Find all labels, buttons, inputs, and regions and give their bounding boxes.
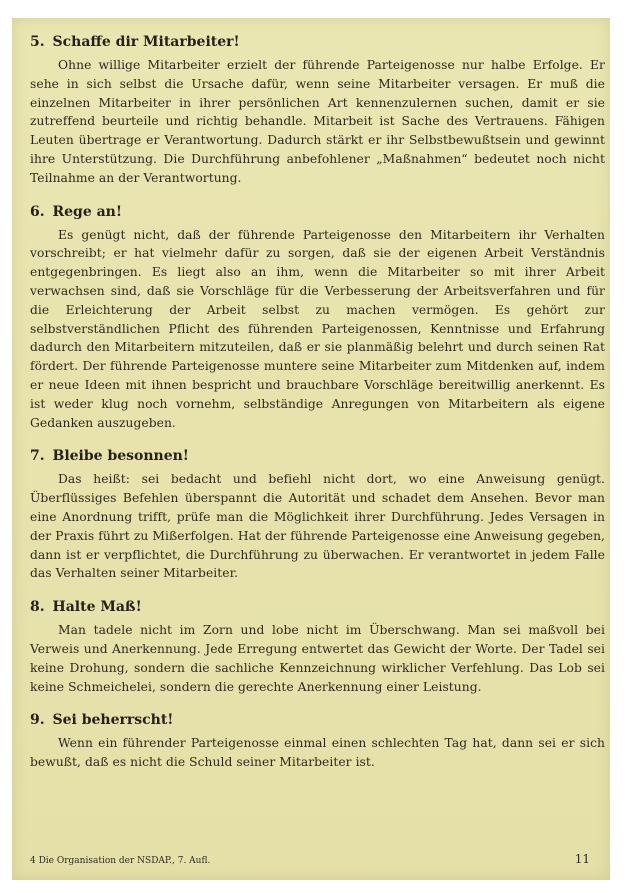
section-9 [30,710,605,772]
section-7 [30,446,605,583]
section-number: 7. [30,448,45,465]
page-footer [30,850,596,866]
section-text: Wenn ein führender Parteigenosse einmal einen schlechten Tag hat, dann sei er sich bewußt, daß es nicht die Schuld seiner Mitarbeiter ist. [30,736,605,770]
section-title: Rege an! [52,203,123,220]
book-page [12,18,610,880]
section-heading [30,32,605,52]
section-number: 8. [30,599,45,616]
section-title: Bleibe besonnen! [52,448,189,465]
section-text: Man tadele nicht im Zorn und lobe nicht im Überschwang. Man sei maßvoll bei Verweis und Anerkennung. Jede Erregung entwertet das Gewicht der Worte. Der Tadel sei keine Drohung, sondern die sachliche Kennzeichnung wirklicher Verfehlung. Das Lob sei keine Schmeichelei, sondern die gerechte Anerkennung einer Leistung. [30,623,605,694]
section-6 [30,202,605,433]
section-title: Sei beherrscht! [52,712,174,729]
section-number: 5. [30,34,45,50]
section-heading [30,597,605,617]
section-number: 9. [30,712,45,729]
page-number: 11 [574,852,590,866]
section-text: Ohne willige Mitarbeiter erzielt der führende Parteigenosse nur halbe Erfolge. Er sehe in sich selbst die Ursache dafür, wenn seine Mitarbeiter versagen. Er muß die einzelnen Mitarbeiter in ihrer persönlichen Art kennenzulernen suchen, damit er sie zutreffend beurteile und richtig behandle. Mitarbeit ist Sache des Vertrauens. Fähigen Leuten übertrage er Verantwortung. Dadurch stärkt er ihr Selbstbewußtsein und gewinnt ihre Unterstützung. Die Durchführung anbefohlener „Maßnahmen“ bedeutet noch nicht Teilnahme an der Verantwortung. [30,58,605,185]
section-text: Es genügt nicht, daß der führende Parteigenosse den Mitarbeitern ihr Verhalten vorschreibt; er hat vielmehr dafür zu sorgen, daß sie der eigenen Arbeit Verständnis entgegenbringen. Es liegt also an ihm, wenn die Mitarbeiter so mit ihrer Arbeit verwachsen sind, daß sie Vorschläge für die Verbesserung der Arbeitsverfahren und für die Erleichterung der Arbeit selbst zu machen vermögen. Es gehört zur selbstverständlichen Pflicht des führenden Parteigenossen, Kenntnisse und Erfahrung dadurch den Mitarbeitern mitzuteilen, daß er sie planmäßig belehrt und durch seinen Rat fördert. Der führende Parteigenosse muntere seine Mitarbeiter zum Mitdenken auf, indem er neue Ideen mit ihnen bespricht und brauchbare Vorschläge bereitwillig anerkennt. Es ist weder klug noch vornehm, selbständige Anregungen von Mitarbeitern als eigene Gedanken auszugeben. [30,227,605,430]
section-5 [30,32,605,188]
section-title: Schaffe dir Mitarbeiter! [52,34,240,50]
section-heading [30,710,605,730]
section-title: Halte Maß! [52,599,142,616]
page-content [30,32,605,786]
section-text: Das heißt: sei bedacht und befiehl nicht dort, wo eine Anweisung genügt. Überflüssiges Befehlen überspannt die Autorität und schadet dem Ansehen. Bevor man eine Anordnung trifft, prüfe man die Möglichkeit ihrer Durchführung. Jedes Versagen in der Praxis führt zu Mißerfolgen. Hat der führende Parteigenosse eine Anweisung gegeben, dann ist er verpflichtet, die Durchführung zu überwachen. Er verantwortet in jedem Falle das Verhalten seiner Mitarbeiter. [30,472,605,581]
signature-mark: 4 Die Organisation der NSDAP., 7. Aufl. [30,856,211,866]
section-heading [30,202,605,222]
section-number: 6. [30,203,45,220]
section-heading [30,446,605,466]
section-8 [30,597,605,696]
